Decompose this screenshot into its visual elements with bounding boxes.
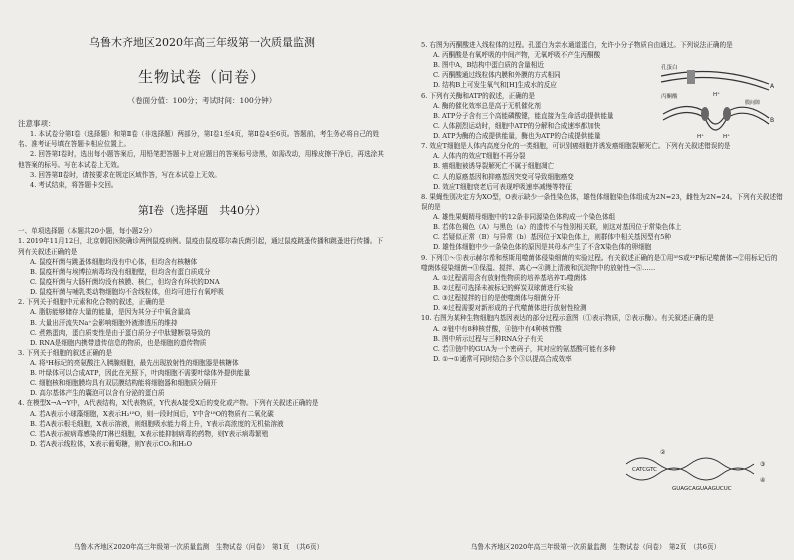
inner-membrane-inner-line [663,112,769,130]
label-porin: 孔蛋白 [661,65,678,71]
question-10-option-d: D. ①→①通常可同时结合多个③以提高合成效率 [433,354,572,363]
question-6-option-c: C. 人体剧烈运动时，细胞中ATP的分解和合成速率都加快 [433,121,601,130]
label-4: ④ [760,477,766,484]
exam-header: 乌鲁木齐地区2020年高三年级第一次质量监测 [89,36,315,49]
exam-title: 生物试卷（问卷） [137,68,266,86]
label-intermembrane-space: 膜间隙 [745,100,761,106]
question-1-option-d: D. 鼠疫杆菌与哺乳类动物细胞均不含线粒体，但均可进行有氧呼吸 [30,288,224,297]
question-5-option-b: B. 图中A，B结构中蛋白质的含量相近 [433,61,544,70]
question-9-option-c: C. ③过程搅拌的目的是使噬菌体与细菌分开 [433,294,561,303]
exam-page-2 [397,0,794,560]
question-7-option-a: A. 人体内的效应T细胞不再分裂 [433,152,526,161]
part-title: 第Ⅰ卷（选择题 共40分） [137,204,267,218]
label-b: B [770,117,775,124]
question-1-stem: 1. 2019年11月12日，北京朝阳医院确诊两例鼠疫病例。鼠疫由鼠疫耶尔森氏菌引起，通过鼠疫跳蚤传播和跳蚤进行传播。下列有关叙述正确的是 [18,237,384,256]
question-1-option-a: A. 鼠疫杆菌与跳蚤体细胞均没有中心体，但均含有核糖体 [30,257,198,266]
question-2-option-d: D. RNA是细胞内携带遗传信息的物质，也是细胞的遗传物质 [30,338,207,347]
question-8-option-a: A. 雄性果蝇精母细胞中的12条非同源染色体构成一个染色体组 [433,213,616,222]
question-3-option-b: B. 叶绿体可以合成ATP，因此在光照下，叶肉细胞不需要叶绿体外提供能量 [30,369,251,378]
question-9-option-d: D. ④过程需要对新形成的子代噬菌体进行放射性检测 [433,304,587,313]
section-title: 一、单项选择题（本题共20小题，每小题2分） [18,227,156,236]
label-pyruvate: 丙酮酸 [661,94,678,100]
question-3-option-c: C. 细胞核和细胞膜均具有双层膜结构能将细胞器和细胞质分隔开 [30,379,218,388]
question-1-option-c: C. 鼠疫杆菌与大肠杆菌均没有核膜、核仁，但均含有环状的DNA [30,278,220,287]
question-4-stem: 4. 在模型X→A→Y中，A代表结构，X代表物质，Y代表A接受X后的变化或产物。下列有关叙述正确的是 [18,399,319,408]
question-8-stem: 8. 果蝇性别决定方为XO型，O表示缺少一条性染色体，雄性体细胞染色体组成为2N=23，雌性为2N=24。下列有关叙述错误的是 [421,192,783,211]
question-4-option-c: C. 若A表示被病毒感染的T淋巴细胞，X表示能抑制病毒的药物，则Y表示病毒繁殖 [30,429,269,438]
label-h-ion: H⁺ [723,134,731,140]
transcription-figure [622,448,772,492]
question-5-option-a: A. 丙酮酸是有氧呼吸的中间产物，无氧呼吸不产生丙酮酸 [433,51,601,60]
question-3-option-d: D. 高尔基体产生的囊泡可以含有分泌的蛋白质 [30,389,165,398]
question-9-option-b: B. ②过程可选择未被标记的鲜炭双球菌进行实验 [433,284,574,293]
exam-subtitle: （卷面分值：100分；考试时间：100分钟） [127,96,277,105]
label-a: A [770,83,775,90]
outer-membrane-inner-line [661,78,769,91]
question-7-option-c: C. 人的原癌基因和抑癌基因突变可导致细胞癌变 [433,172,574,181]
question-5-option-c: C. 丙酮酸通过线粒体内膜和外膜的方式相同 [433,71,561,80]
question-1-option-b: B. 鼠疫杆菌与埃博拉病毒均没有细胞壁，但均含有蛋白质成分 [30,267,211,276]
label-2: ② [660,449,666,456]
question-8-option-c: C. 若疑似正常（B）与异常（b）基因位于X染色体上，则群体中相关基因型有5种 [433,233,671,242]
question-3-option-a: A. 将³H标记的亮氨酸注入胰腺细胞，最先出现放射性的细胞器是核糖体 [30,358,239,367]
question-5-option-d: D. 结构B上可发生氧气和[H]生成水的反应 [433,81,557,90]
question-2-option-a: A. 脂肪能够储存大量的能量，是因为其分子中氧含量高 [30,308,191,317]
question-2-option-b: B. 大量出汗流失Na⁺会影响细胞外液渗透压的维持 [30,318,178,327]
page-2-footer: 乌鲁木齐地区2020年高三年级第一次质量监测 生物试卷（问卷） 第2页 （共6页） [470,543,721,551]
question-4-option-d: D. 若A表示线粒体，X表示葡萄糖，则Y表示CO₂和H₂O [30,439,193,448]
question-4-option-b: B. 若A表示根毛细胞，X表示溶液，则细胞吸水能力将上升，Y表示高浓度的无机盐溶液 [30,419,284,428]
question-6-option-a: A. 酶的催化效率总是高于无机催化剂 [433,101,541,110]
rna-sequence: GUAGCAGUAAGUCUC [672,486,732,492]
question-2-stem: 2. 下列关于细胞中元素和化合物的叙述，正确的是 [18,298,165,307]
question-9-option-a: A. ①过程需用含有放射性物质的培养基培养T₂噬菌体 [433,273,587,282]
question-9-stem: 9. 下列①～⑤表示赫尔希和蔡斯用噬菌体侵染细菌的实验过程。有关叙述正确的是①用³⁵S或³²P标记噬菌体→②用标记后的噬菌体侵染细菌→③保温、搅拌、离心→④测上清液和沉淀物中的放射性→⑤…… [421,253,778,272]
transporter-shape [701,107,709,121]
question-10-option-b: B. 图中所示过程与三种RNA分子有关 [433,334,544,343]
question-6-option-b: B. ATP分子含有三个高能磷酸键，能直接为生命活动提供能量 [433,111,614,120]
label-3: ③ [760,461,766,468]
question-8-option-b: B. 若体色褐色（A）与黑色（a）的遗传不与性别相关联，则这对基因位于常染色体上 [433,223,682,232]
notice-item: 4. 考试结束，将答题卡交回。 [30,181,118,190]
notice-item: 2. 回答第Ⅰ卷时，选出每小题答案后，用铅笔把答题卡上对应题目的答案标号涂黑，如需改动，用橡皮擦干净后，再选涂其他答案的标号。写在本试卷上无效。 [18,150,384,169]
dna-sequence: CATCGTC [632,467,657,473]
question-10-option-c: C. 若③链中的GUA为一个密码子，其对应的氨基酸可能有多种 [433,344,616,353]
page-1-content [18,34,386,449]
mitochondria-membrane-figure [657,60,777,140]
question-10-option-a: A. ②链中有8种核苷酸，④链中有4种核苷酸 [433,324,562,333]
label-h-ion: H⁺ [713,92,721,98]
label-h-ion: H⁺ [697,134,705,140]
question-5-stem: 5. 右图为丙酮酸进入线粒体的过程。孔蛋白为亲水通道蛋白，允许小分子物质自由通过。下列说法正确的是 [421,41,733,49]
question-7-stem: 7. 效应T细胞是人体内高度分化的一类细胞，可识别癌细胞并诱发癌细胞裂解死亡。下列有关叙述错误的是 [421,142,731,151]
question-10-stem: 10. 右图为某种生物细胞内基因表达的部分过程示意图（①表示物质，②表示酶）。有关叙述正确的是 [421,314,714,323]
notice-item: 1. 本试卷分第Ⅰ卷（选择题）和第Ⅱ卷（非选择题）两部分，第Ⅰ卷1至4页，第Ⅱ卷4至6页。答题前，考生务必将自己的姓名、准考证号填在答题卡相应位置上。 [18,130,380,149]
transporter-shape [723,107,731,121]
question-6-option-d: D. ATP为酶的合成提供能量，酶也为ATP的合成提供能量 [433,132,601,141]
porin-protein-shape [687,70,695,84]
notice-title: 注意事项： [18,119,56,128]
question-7-option-d: D. 效应T细胞衰老后可表现呼吸速率减慢等特征 [433,182,572,191]
question-6-stem: 6. 下列有关酶和ATP的叙述，正确的是 [421,91,535,100]
question-7-option-b: B. 癌细胞被诱导裂解死亡不属于细胞凋亡 [433,162,555,171]
question-3-stem: 3. 下列关于细胞的叙述正确的是 [18,348,113,357]
notice-item: 3. 回答第Ⅱ卷时，请按要求在规定区域作答，写在本试卷上无效。 [30,170,221,179]
question-2-option-c: C. 煮熟蛋肉，蛋白质变性是由于蛋白质分子中肽键断裂导致的 [30,328,211,337]
page-1-footer: 乌鲁木齐地区2020年高三年级第一次质量监测 生物试卷（问卷） 第1页 （共6页） [73,543,324,551]
question-4-option-a: A. 若A表示小球藻细胞，X表示H₂¹⁸O，则一段时间后，Y中含¹⁸O的物质有二氧化碳 [30,409,274,418]
question-8-option-d: D. 雄性体细胞中少一条染色体的原因是其母本产生了不含X染色体的卵细胞 [433,243,652,252]
